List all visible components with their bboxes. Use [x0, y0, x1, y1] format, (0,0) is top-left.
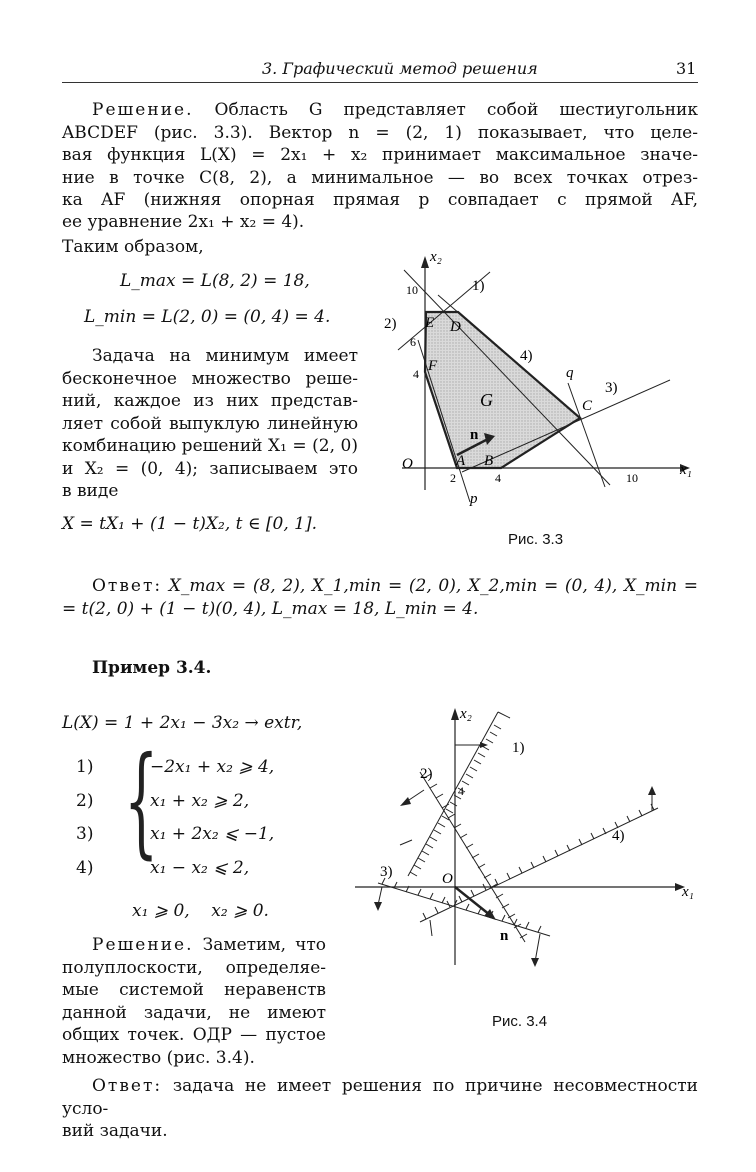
solution-2-paragraph [62, 934, 326, 1069]
constraint-2: x₁ + x₂ ⩾ 2, [150, 791, 250, 811]
line-2 [420, 772, 525, 942]
line-4-hatching [423, 804, 654, 919]
x1-label: x₁ [682, 884, 694, 900]
normal-2-arrow-low [400, 840, 412, 845]
solution-label: Решение. [92, 935, 194, 955]
line-3-label: 3) [605, 380, 618, 396]
line-3-label: 3) [380, 864, 393, 880]
tick-y-6: 6 [410, 335, 416, 349]
x2-label: x₂ [460, 706, 472, 722]
figure-3-3-caption: Рис. 3.3 [508, 531, 564, 548]
arrowhead [374, 902, 382, 911]
nonnegativity: x₁ ⩾ 0, x₂ ⩾ 0. [132, 901, 269, 921]
line-3 [378, 883, 550, 936]
x2-label: x₂ [430, 249, 442, 265]
answer-2 [62, 1075, 698, 1143]
point-d-label: D [450, 319, 461, 335]
answer-label: Ответ: [92, 1076, 163, 1096]
text-line: полуплоскости, определяе- [62, 957, 326, 978]
tick-y-10: 10 [406, 283, 418, 297]
point-a-label: A [456, 453, 466, 469]
line-2-label: 2) [384, 316, 397, 332]
text-line: ляет собой выпуклую линейную [62, 413, 358, 434]
answer-text: X_max = (8, 2), X_1,min = (2, 0), X_2,min = (0, 4), X_min = [168, 576, 698, 596]
solution-1-paragraph [62, 99, 698, 212]
constraint-num: 2) [76, 791, 94, 811]
text-line: вий задачи. [62, 1121, 168, 1141]
figure-3-4-caption: Рис. 3.4 [492, 1013, 548, 1030]
vector-n-label: n [470, 427, 479, 443]
point-e-label: E [425, 315, 435, 331]
x1-label: x₁ [680, 462, 692, 478]
text-line: мые системой неравенств [62, 980, 326, 1000]
text-line: бесконечное множество реше- [62, 368, 358, 389]
line-2-label: 2) [420, 766, 433, 782]
text-line: Таким образом, [62, 237, 204, 257]
arrowhead [648, 786, 656, 795]
point-f-label: F [428, 358, 438, 374]
answer-text: задача не имеет решения по причине несовместности усло- [62, 1076, 698, 1119]
text-line: общих точек. ОДР — пустое [62, 1025, 326, 1045]
x2-axis-arrow [451, 708, 459, 720]
constraint-3: x₁ + 2x₂ ⩽ −1, [150, 824, 275, 844]
line-q-label: q [566, 365, 574, 381]
figure-3-3 [380, 240, 700, 515]
text-line [62, 1075, 698, 1120]
formula-lmin: L_min = L(2, 0) = (0, 4) = 4. [84, 307, 331, 327]
text-line: ний, каждое из них представ- [62, 391, 358, 411]
point-b-label: B [484, 453, 494, 469]
text-line: ние в точке C(8, 2), а минимальное — во всех точках отрез- [62, 167, 698, 188]
text-line [62, 934, 326, 957]
line-4-label: 4) [520, 348, 533, 364]
line-text: Область G представляет собой шестиугольник [214, 100, 699, 120]
objective-function: L(X) = 1 + 2x₁ − 3x₂ → extr, [62, 713, 303, 733]
vector-n-label: n [500, 928, 509, 944]
text-line: данной задачи, не имеют [62, 1002, 326, 1023]
constraint-4: x₁ − x₂ ⩽ 2, [150, 858, 250, 878]
formula-lmax: L_max = L(8, 2) = 18, [120, 271, 310, 291]
x2-axis-arrow [421, 256, 429, 268]
constraint-num: 3) [76, 824, 94, 844]
arrowhead [400, 797, 411, 806]
text-line: Задача на минимум имеет [92, 346, 358, 366]
figure-3-4 [350, 700, 700, 990]
text-line: в виде [62, 481, 119, 501]
line-1 [408, 712, 498, 876]
tick-y-4: 4 [458, 784, 464, 798]
point-c-label: C [582, 398, 593, 414]
normal-1-arrow-top [498, 712, 510, 718]
text-line: множество (рис. 3.4). [62, 1047, 255, 1068]
region-g [425, 312, 580, 468]
header-rule [62, 82, 698, 83]
constraint-num: 4) [76, 858, 94, 878]
line-1-label: 1) [512, 740, 525, 756]
text-line: ее уравнение 2x₁ + x₂ = 4). [62, 212, 305, 232]
tick-y-4: 4 [413, 367, 419, 381]
line-4-label: 4) [612, 828, 625, 844]
running-head: 3. Графический метод решения [262, 59, 538, 78]
text-line [62, 575, 698, 598]
answer-label: Ответ: [92, 576, 163, 596]
line-4 [420, 808, 658, 922]
line-p-label: p [470, 491, 478, 507]
normal-4-arrow-left [430, 920, 432, 936]
system-brace: { [124, 732, 159, 871]
page-number: 31 [676, 59, 697, 78]
line-text: Заметим, что [202, 935, 326, 955]
arrowhead [531, 958, 539, 967]
text-line [62, 99, 698, 122]
tick-x-10: 10 [626, 471, 638, 485]
text-line: комбинацию решений X₁ = (2, 0) [62, 436, 358, 456]
tick-x-2: 2 [450, 471, 456, 485]
text-line: ABCDEF (рис. 3.3). Вектор n = (2, 1) показывает, что целе- [62, 122, 698, 143]
text-line: ка AF (нижняя опорная прямая p совпадает с прямой AF, [62, 190, 698, 210]
constraint-num: 1) [76, 757, 94, 777]
origin-label: O [442, 871, 453, 887]
tick-x-4: 4 [495, 471, 501, 485]
solution-label: Решение. [92, 100, 194, 120]
formula-convex: X = tX₁ + (1 − t)X₂, t ∈ [0, 1]. [62, 514, 317, 534]
region-g-label: G [480, 390, 493, 410]
line-1-label: 1) [472, 278, 485, 294]
normal-3-arrow-right [535, 934, 540, 962]
line-3-hatching [382, 878, 541, 932]
origin-label: O [402, 456, 413, 472]
text-line: вая функция L(X) = 2x₁ + x₂ принимает максимальное значе- [62, 145, 698, 165]
text-line: и X₂ = (0, 4); записываем это [62, 458, 358, 479]
example-title: Пример 3.4. [92, 658, 212, 678]
solution-1-paragraph-2 [62, 345, 358, 503]
answer-1 [62, 575, 698, 620]
constraint-1: −2x₁ + x₂ ⩾ 4, [150, 757, 275, 777]
text-line: = t(2, 0) + (1 − t)(0, 4), L_max = 18, L_min = 4. [62, 598, 479, 619]
